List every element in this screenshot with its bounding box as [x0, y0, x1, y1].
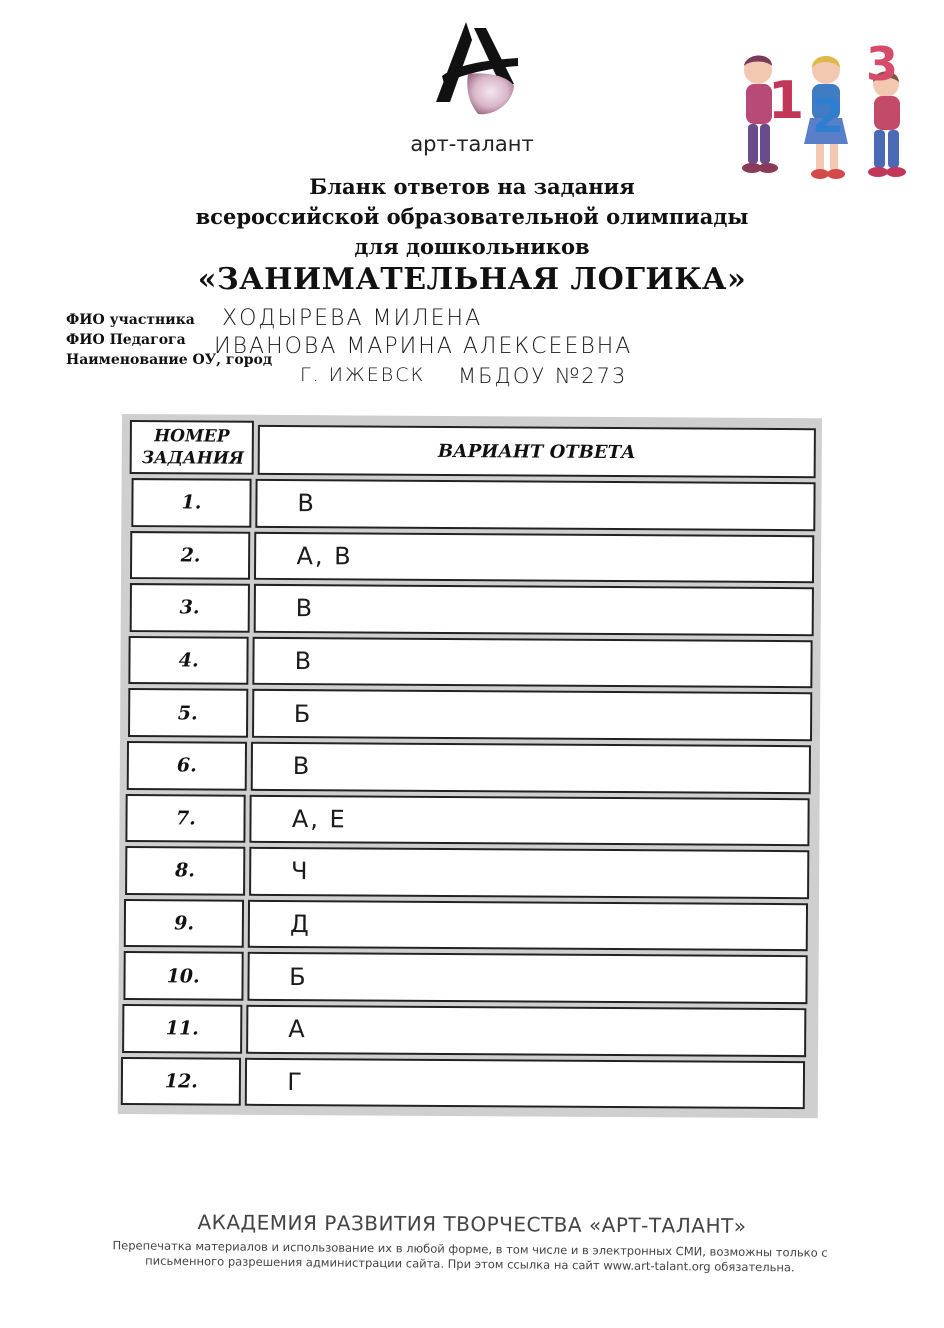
task-number: 11. [165, 1017, 199, 1040]
task-number-cell [123, 951, 243, 1000]
answer-value: А, В [296, 541, 353, 571]
participant-value: ХОДЫРЕВА МИЛЕНА [222, 306, 483, 331]
participant-label: ФИО участника [66, 312, 195, 328]
task-number: 7. [175, 807, 196, 830]
answer-cell [251, 742, 811, 794]
task-number: 9. [174, 912, 195, 935]
task-number: 3. [179, 596, 200, 619]
school-label: Наименование ОУ, город [66, 352, 273, 368]
task-number-cell [124, 899, 244, 948]
task-number-cell [127, 741, 247, 790]
task-number: 8. [175, 859, 195, 882]
answer-value: А [288, 1015, 307, 1044]
title-line-1: Бланк ответов на задания [309, 174, 635, 199]
svg-text:1: 1 [768, 71, 805, 131]
answer-cell [254, 531, 814, 583]
task-number-cell [130, 531, 250, 580]
kids-with-numbers-illustration [728, 40, 920, 190]
task-number: 5. [177, 702, 198, 725]
answer-value: Ч [290, 857, 310, 886]
answer-cell [255, 479, 815, 531]
header-task-number [130, 420, 254, 475]
answer-cell [249, 847, 809, 899]
answer-cell [252, 689, 812, 741]
answer-value: Б [293, 699, 313, 728]
title-line-2: всероссийской образовательной олимпиады [195, 204, 749, 229]
school-org-value: МБДОУ №273 [458, 364, 628, 388]
answer-value: В [294, 647, 314, 676]
task-number: 10. [166, 964, 200, 988]
svg-text:2: 2 [812, 89, 845, 143]
answer-value: Д [289, 910, 311, 939]
task-number-cell [125, 846, 245, 895]
task-number: 4. [178, 649, 199, 672]
task-number: 6. [176, 754, 197, 777]
answer-value: В [292, 752, 312, 781]
svg-text:3: 3 [866, 40, 899, 91]
answer-cell [253, 584, 813, 636]
footer-line-2: письменного разрешения администрации сайта. При этом ссылка на сайт www.art-talant.org обязательна. [145, 1253, 795, 1275]
answer-value: Б [289, 962, 308, 991]
header-answer [258, 425, 816, 478]
answer-cell [247, 952, 807, 1004]
school-city-value: Г. ИЖЕВСК [300, 364, 426, 386]
teacher-value: ИВАНОВА МАРИНА АЛЕКСЕЕВНА [214, 334, 633, 359]
task-number-cell [121, 1057, 241, 1106]
answer-value: А, Е [291, 804, 347, 834]
task-number-cell [128, 688, 248, 737]
answer-value: Г [287, 1067, 305, 1097]
answer-cell [246, 1005, 806, 1057]
footer-copyright-text [40, 1237, 900, 1276]
olympiad-title: «ЗАНИМАТЕЛЬНАЯ ЛОГИКА» [197, 262, 747, 297]
task-number-cell [129, 636, 249, 685]
answers-table [118, 414, 822, 1118]
task-number-cell [126, 794, 246, 843]
task-number-cell [122, 1004, 242, 1053]
task-number: 1. [181, 491, 202, 514]
answer-cell [248, 900, 808, 952]
teacher-label: ФИО Педагога [66, 332, 186, 348]
task-number-cell [131, 478, 251, 527]
answer-cell [245, 1057, 805, 1109]
footer-line-1: Перепечатка материалов и использование их в любой форме, в том числе и в электронных СМИ, возможны только с [112, 1238, 828, 1260]
header-task-number-label: НОМЕР ЗАДАНИЯ [141, 426, 244, 469]
task-number: 12. [164, 1070, 198, 1093]
answer-value: В [295, 594, 315, 623]
answer-cell [253, 637, 813, 689]
answer-value: В [297, 489, 317, 518]
task-number-cell [129, 583, 249, 632]
art-talant-logo-icon [428, 14, 528, 124]
answer-cell [250, 794, 810, 846]
title-line-3: для дошкольников [354, 234, 590, 259]
task-number: 2. [180, 544, 201, 567]
header-answer-label: ВАРИАНТ ОТВЕТА [437, 440, 636, 463]
footer-academy-title: АКАДЕМИЯ РАЗВИТИЯ ТВОРЧЕСТВА «АРТ-ТАЛАНТ» [197, 1210, 747, 1238]
brand-name: арт-талант [410, 132, 534, 156]
